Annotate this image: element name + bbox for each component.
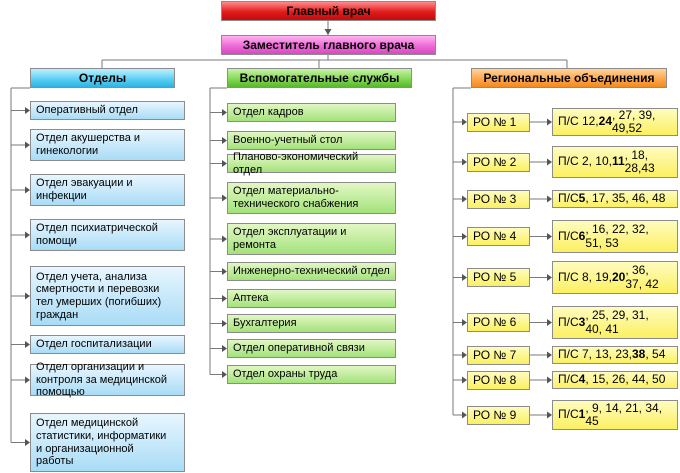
departments-header: Отделы xyxy=(30,68,175,88)
ro-box: РО № 4 xyxy=(467,227,530,246)
department-box: Отдел акушерства и гинекологии xyxy=(30,129,185,161)
service-box: Отдел материально- технического снабжения xyxy=(227,182,396,214)
department-box: Отдел эвакуации и инфекции xyxy=(30,174,185,206)
department-box: Отдел медицинской статистики, информатики и организационной работы xyxy=(30,413,185,472)
service-box: Отдел кадров xyxy=(227,103,396,122)
substation-list-box: П/С 1 , 9, 14, 21, 34, 45 xyxy=(552,400,678,430)
service-box: Планово-экономический отдел xyxy=(227,154,396,173)
substation-list-box: П/С 5 , 17, 35, 46, 48 xyxy=(552,190,678,208)
substation-list-box: П/С 3 , 25, 29, 31, 40, 41 xyxy=(552,306,678,339)
department-box: Отдел госпитализации xyxy=(30,335,185,354)
substation-list-box: П/С 7, 13, 23, 38 , 54 xyxy=(552,346,678,364)
ro-box: РО № 6 xyxy=(467,313,530,332)
ro-box: РО № 2 xyxy=(467,153,530,172)
substation-list-box: П/С 6 , 16, 22, 32, 51, 53 xyxy=(552,220,678,253)
department-box: Оперативный отдел xyxy=(30,101,185,120)
ro-box: РО № 3 xyxy=(467,190,530,209)
service-box: Военно-учетный стол xyxy=(227,131,396,150)
ro-box: РО № 1 xyxy=(467,113,530,132)
ro-box: РО № 7 xyxy=(467,346,530,365)
substation-list-box: П/С 2, 10, 11 , 18, 28,43 xyxy=(552,146,678,178)
substation-list-box: П/С 4 , 15, 26, 44, 50 xyxy=(552,371,678,389)
service-box: Отдел эксплуатации и ремонта xyxy=(227,223,396,255)
service-box: Аптека xyxy=(227,289,396,308)
chief-doctor-box: Главный врач xyxy=(221,1,436,21)
department-box: Отдел организации и контроля за медицинской помощью xyxy=(30,364,185,396)
substation-list-box: П/С 8, 19, 20 , 36, 37, 42 xyxy=(552,261,678,294)
services-header: Вспомогательные службы xyxy=(227,68,412,88)
service-box: Бухгалтерия xyxy=(227,314,396,333)
service-box: Отдел оперативной связи xyxy=(227,339,396,358)
regions-header: Региональные объединения xyxy=(471,68,667,88)
deputy-chief-box: Заместитель главного врача xyxy=(221,35,436,55)
service-box: Отдел охраны труда xyxy=(227,365,396,384)
service-box: Инженерно-технический отдел xyxy=(227,262,396,281)
ro-box: РО № 8 xyxy=(467,371,530,390)
ro-box: РО № 5 xyxy=(467,268,530,287)
department-box: Отдел психиатрической помощи xyxy=(30,219,185,251)
department-box: Отдел учета, анализа смертности и перевозки тел умерших (погибших) граждан xyxy=(30,266,185,326)
substation-list-box: П/С 12, 24 , 27, 39, 49,52 xyxy=(552,108,678,136)
ro-box: РО № 9 xyxy=(467,406,530,425)
